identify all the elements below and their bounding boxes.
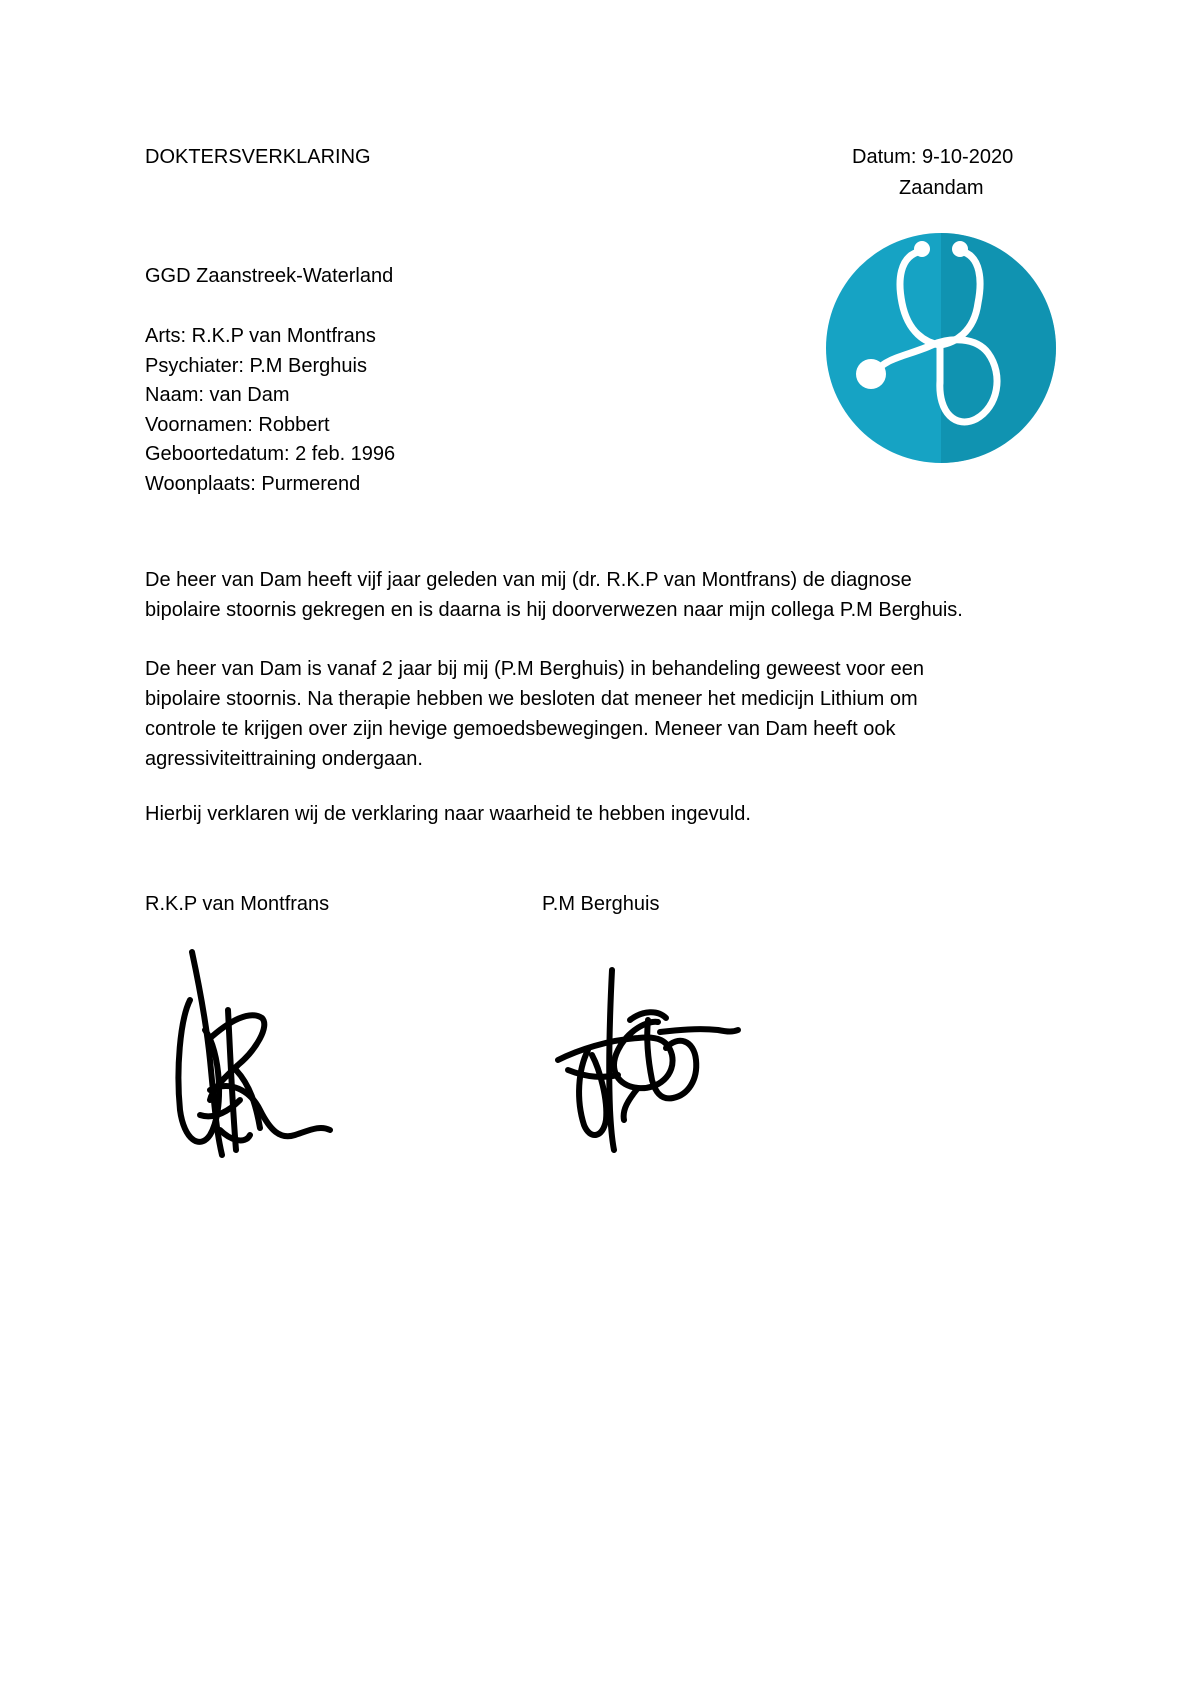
field-surname: Naam: van Dam [145, 384, 290, 406]
signature-left-icon [170, 940, 350, 1170]
place-line: Zaandam [899, 177, 984, 199]
field-birthdate: Geboortedatum: 2 feb. 1996 [145, 443, 396, 465]
patient-details [145, 322, 395, 499]
document-title: DOKTERSVERKLARING [145, 146, 371, 168]
paragraph-line: controle te krijgen over zijn hevige gemoedsbewegingen. Meneer van Dam heeft ook [145, 718, 896, 740]
organisation-name: GGD Zaanstreek-Waterland [145, 265, 394, 287]
paragraph-line: bipolaire stoornis gekregen en is daarna is hij doorverwezen naar mijn collega P.M Berghuis. [145, 599, 963, 621]
signatory-right-name: P.M Berghuis [542, 893, 660, 915]
date-line: Datum: 9-10-2020 [852, 146, 1014, 168]
paragraph-line: De heer van Dam is vanaf 2 jaar bij mij (P.M Berghuis) in behandeling geweest voor een [145, 658, 924, 680]
signature-right-icon [548, 960, 748, 1160]
field-first-names: Voornamen: Robbert [145, 413, 330, 436]
paragraph-line: agressiviteittraining ondergaan. [145, 748, 423, 770]
field-psychiatrist: Psychiater: P.M Berghuis [145, 354, 367, 377]
signatory-left-name: R.K.P van Montfrans [145, 893, 330, 915]
stethoscope-icon [826, 233, 1056, 463]
paragraph-treatment [145, 654, 1085, 774]
paragraph-line: De heer van Dam heeft vijf jaar geleden van mij (dr. R.K.P van Montfrans) de diagnose [145, 569, 912, 591]
field-residence: Woonplaats: Purmerend [145, 472, 361, 495]
paragraph-line: bipolaire stoornis. Na therapie hebben we besloten dat meneer het medicijn Lithium om [145, 688, 918, 710]
paragraph-diagnosis [145, 565, 1085, 625]
declaration-text: Hierbij verklaren wij de verklaring naar waarheid te hebben ingevuld. [145, 803, 751, 825]
field-doctor: Arts: R.K.P van Montfrans [145, 325, 376, 347]
